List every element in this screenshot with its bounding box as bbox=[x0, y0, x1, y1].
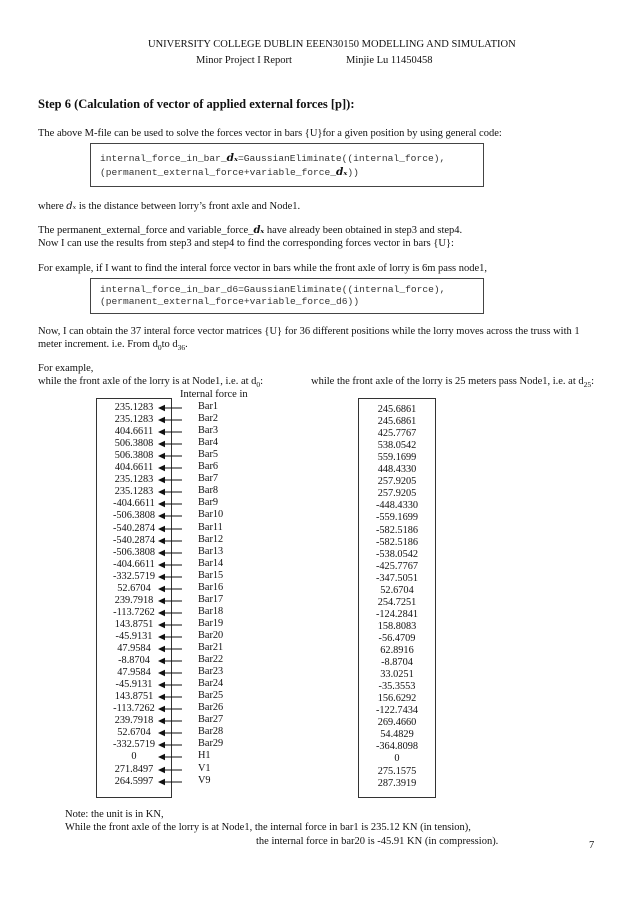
vector-value: -113.7262 bbox=[113, 606, 155, 618]
subscript: 25 bbox=[583, 380, 592, 390]
variable-dx: dₓ bbox=[226, 152, 238, 164]
bar-label: Bar19 bbox=[198, 617, 224, 629]
para-increment bbox=[38, 338, 188, 354]
vector-value: 559.1699 bbox=[377, 452, 417, 464]
arrow-left-icon bbox=[158, 525, 182, 533]
vector-value: -45.9131 bbox=[115, 679, 153, 691]
bar-label: Bar13 bbox=[198, 545, 224, 557]
arrow-left-icon bbox=[158, 778, 182, 786]
header-report-title: Minor Project I Report bbox=[196, 55, 292, 66]
vector-value: -124.2841 bbox=[375, 608, 419, 620]
bar-label: Bar2 bbox=[198, 413, 219, 425]
where-text bbox=[38, 200, 300, 213]
arrow-left-icon bbox=[158, 657, 182, 665]
bar-label: Bar7 bbox=[198, 473, 219, 485]
vector-value: 257.9205 bbox=[377, 488, 417, 500]
vector-value: 0 bbox=[394, 753, 400, 765]
vector-value: 425.7767 bbox=[377, 428, 417, 440]
variable-dx: dₓ bbox=[66, 201, 77, 212]
vector-value: -540.2874 bbox=[112, 522, 156, 534]
arrow-left-icon bbox=[158, 573, 182, 581]
arrow-left-icon bbox=[158, 741, 182, 749]
vector-value: 235.1283 bbox=[114, 402, 154, 413]
code-line: (permanent_external_force+variable_force_d6)) bbox=[100, 296, 360, 307]
vector-value: 254.7251 bbox=[377, 596, 417, 608]
arrow-left-icon bbox=[158, 633, 182, 641]
header-institution: UNIVERSITY COLLEGE DUBLIN EEEN30150 MODELLING AND SIMULATION bbox=[148, 39, 516, 50]
arrow-left-icon bbox=[158, 729, 182, 737]
vector-value: 143.8751 bbox=[114, 691, 154, 703]
vector-value: 47.9584 bbox=[117, 667, 151, 679]
intro-text: The above M-file can be used to solve the forces vector in bars {U}for a given position by using general code: bbox=[38, 128, 502, 139]
vector-value: -8.8704 bbox=[118, 655, 150, 667]
variable-dx: dₓ bbox=[336, 166, 348, 178]
bar-label: Bar22 bbox=[198, 654, 224, 666]
note-bar1: While the front axle of the lorry is at Node1, the internal force in bar1 is 235.12 KN (in tension), bbox=[65, 822, 471, 833]
vector-value: -404.6611 bbox=[113, 558, 155, 570]
arrow-left-icon bbox=[158, 766, 182, 774]
bar-label: Bar23 bbox=[198, 666, 224, 678]
bar-label: Bar25 bbox=[198, 690, 224, 702]
vector-value: -332.5719 bbox=[112, 739, 156, 751]
subscript: 0 bbox=[157, 343, 162, 353]
bar-label: Bar29 bbox=[198, 738, 224, 750]
arrow-left-icon bbox=[158, 428, 182, 436]
vector-value: -35.3553 bbox=[378, 681, 416, 693]
vector-value: 143.8751 bbox=[114, 618, 154, 630]
vector-value: -56.4709 bbox=[378, 632, 416, 644]
bar-label: Bar4 bbox=[198, 437, 219, 449]
bar-label: Bar8 bbox=[198, 485, 219, 497]
arrow-left-icon bbox=[158, 597, 182, 605]
arrow-left-icon bbox=[158, 512, 182, 520]
vector-value: 52.6704 bbox=[380, 584, 414, 596]
note-bar20: the internal force in bar20 is -45.91 KN (in compression). bbox=[256, 836, 499, 847]
arrow-left-icon bbox=[158, 693, 182, 701]
arrow-left-icon bbox=[158, 561, 182, 569]
subscript: 36 bbox=[177, 343, 186, 353]
vector-value: 506.3808 bbox=[114, 438, 154, 450]
arrow-left-icon bbox=[158, 404, 182, 412]
vector-value: 506.3808 bbox=[114, 450, 154, 462]
vector-value: -506.3808 bbox=[112, 510, 156, 522]
vector-value: -332.5719 bbox=[112, 570, 156, 582]
text: The permanent_external_force and variable_force_ bbox=[38, 225, 254, 236]
vector-value: -582.5186 bbox=[375, 536, 419, 548]
code-line bbox=[100, 152, 445, 164]
arrow-left-icon bbox=[158, 585, 182, 593]
bar-label: Bar16 bbox=[198, 581, 224, 593]
vector-value: 33.0251 bbox=[380, 669, 414, 681]
arrow-left-icon bbox=[158, 705, 182, 713]
bar-label: Bar5 bbox=[198, 449, 219, 461]
text: meter increment. i.e. From d bbox=[38, 339, 158, 350]
vector-value: 538.0542 bbox=[377, 440, 417, 452]
vector-d25 bbox=[358, 398, 436, 798]
vector-value: 239.7918 bbox=[114, 594, 154, 606]
caption-right bbox=[311, 375, 594, 391]
code-text: )) bbox=[347, 167, 359, 178]
vector-value: 0 bbox=[131, 751, 137, 763]
arrow-left-icon bbox=[158, 452, 182, 460]
code-line bbox=[100, 166, 359, 178]
vector-value: -8.8704 bbox=[381, 657, 413, 669]
header-author: Minjie Lu 11450458 bbox=[346, 55, 433, 66]
vector-value: -364.8098 bbox=[375, 741, 419, 753]
arrow-left-icon bbox=[158, 416, 182, 424]
vector-value: 264.5997 bbox=[114, 775, 154, 787]
text: : bbox=[260, 376, 264, 387]
arrow-left-icon bbox=[158, 549, 182, 557]
code-text: (permanent_external_force+variable_force_ bbox=[100, 167, 337, 178]
vector-value: 271.8497 bbox=[114, 763, 154, 775]
bar-label: Bar14 bbox=[198, 557, 224, 569]
vector-value: -538.0542 bbox=[375, 548, 419, 560]
vector-value: 235.1283 bbox=[114, 474, 154, 486]
arrow-left-icon bbox=[158, 488, 182, 496]
vector-value: 239.7918 bbox=[114, 715, 154, 727]
bar-label: Bar6 bbox=[198, 461, 219, 473]
text: : bbox=[591, 376, 595, 387]
vector-value: 156.6292 bbox=[377, 693, 417, 705]
vector-value: 257.9205 bbox=[377, 476, 417, 488]
code-block-d6 bbox=[90, 278, 484, 314]
arrow-left-icon bbox=[158, 476, 182, 484]
vector-value: 235.1283 bbox=[114, 486, 154, 498]
vector-value: 287.3919 bbox=[377, 777, 417, 789]
code-line: internal_force_in_bar_d6=GaussianEliminate((internal_force), bbox=[100, 284, 446, 295]
text: to d bbox=[161, 339, 178, 350]
text: while the front axle of the lorry is 25 meters pass Node1, i.e. at d bbox=[311, 376, 584, 387]
arrow-left-icon bbox=[158, 440, 182, 448]
bar-label: V1 bbox=[198, 762, 211, 774]
vector-value: -506.3808 bbox=[112, 546, 156, 558]
bar-label: Bar9 bbox=[198, 497, 219, 509]
example-text: For example, if I want to find the interal force vector in bars while the front axle of lorry is 6m pass node1, bbox=[38, 263, 488, 274]
vector-value: 404.6611 bbox=[114, 426, 154, 438]
bar-label: Bar3 bbox=[198, 425, 219, 437]
arrow-left-icon bbox=[158, 645, 182, 653]
arrow-left-icon bbox=[158, 717, 182, 725]
subscript: 0 bbox=[256, 380, 261, 390]
column-title: Internal force in bbox=[180, 389, 248, 398]
bar-label: Bar24 bbox=[198, 678, 224, 690]
vector-value: -113.7262 bbox=[113, 703, 155, 715]
vector-value: 245.6861 bbox=[377, 416, 417, 428]
bar-label: Bar27 bbox=[198, 714, 224, 726]
bar-label: Bar1 bbox=[198, 401, 219, 412]
text: have already been obtained in step3 and step4. bbox=[264, 225, 463, 236]
code-text: =GaussianEliminate((internal_force), bbox=[237, 153, 446, 164]
bar-label: Bar26 bbox=[198, 702, 224, 714]
bar-label: Bar17 bbox=[198, 593, 224, 605]
arrow-left-icon bbox=[158, 537, 182, 545]
arrow-left-icon bbox=[158, 681, 182, 689]
vector-value: 52.6704 bbox=[117, 727, 151, 739]
vector-value: -347.5051 bbox=[375, 572, 419, 584]
vector-value: -582.5186 bbox=[375, 524, 419, 536]
step-title: Step 6 (Calculation of vector of applied external forces [p]): bbox=[38, 97, 355, 111]
text: where bbox=[38, 201, 67, 212]
for-example-text: For example, bbox=[38, 363, 94, 374]
vector-value: -45.9131 bbox=[115, 630, 153, 642]
vector-value: 269.4660 bbox=[377, 717, 417, 729]
vector-value: 235.1283 bbox=[114, 414, 154, 426]
bar-label: Bar12 bbox=[198, 533, 224, 545]
vector-value: -448.4330 bbox=[375, 500, 419, 512]
arrow-left-icon bbox=[158, 500, 182, 508]
vector-value: 404.6611 bbox=[114, 462, 154, 474]
bar-label: Bar20 bbox=[198, 629, 224, 641]
text: is the distance between lorry’s front axle and Node1. bbox=[76, 201, 301, 212]
vector-value: -404.6611 bbox=[113, 498, 155, 510]
arrow-left-icon bbox=[158, 621, 182, 629]
bar-label: Bar15 bbox=[198, 569, 224, 581]
vector-value: -559.1699 bbox=[375, 512, 419, 524]
code-text: internal_force_in_bar_ bbox=[100, 153, 227, 164]
bar-label: Bar21 bbox=[198, 642, 224, 653]
vector-value: 275.1575 bbox=[377, 765, 417, 777]
variable-dx: dₓ bbox=[253, 225, 265, 236]
para-use-results: Now I can use the results from step3 and step4 to find the corresponding forces vector in bars {U}: bbox=[38, 238, 454, 249]
vector-value: 158.8083 bbox=[377, 620, 417, 632]
code-block-general bbox=[90, 143, 484, 187]
vector-value: -540.2874 bbox=[112, 534, 156, 546]
arrow-left-icon bbox=[158, 609, 182, 617]
vector-value: 54.4829 bbox=[380, 729, 414, 741]
text: while the front axle of the lorry is at Node1, i.e. at d bbox=[38, 376, 257, 387]
page-number: 7 bbox=[589, 840, 595, 851]
vector-value: 448.4330 bbox=[377, 464, 417, 476]
note-unit: Note: the unit is in KN, bbox=[65, 809, 164, 820]
arrow-left-icon bbox=[158, 753, 182, 761]
bar-label: Bar28 bbox=[198, 726, 224, 738]
bar-label: Bar11 bbox=[198, 521, 223, 533]
vector-value: 245.6861 bbox=[377, 404, 417, 415]
bar-label: Bar18 bbox=[198, 605, 224, 617]
vector-value: 62.8916 bbox=[380, 645, 414, 656]
para-37-matrices: Now, I can obtain the 37 interal force vector matrices {U} for 36 different positions while the lorry moves across the truss with 1 bbox=[38, 326, 580, 337]
bar-label: V9 bbox=[198, 774, 211, 786]
para-permanent-force bbox=[38, 224, 462, 237]
bar-label: H1 bbox=[198, 750, 211, 762]
vector-value: -425.7767 bbox=[375, 560, 419, 572]
arrow-left-icon bbox=[158, 669, 182, 677]
vector-value: 47.9584 bbox=[117, 643, 151, 654]
text: . bbox=[185, 339, 188, 350]
arrow-left-icon bbox=[158, 464, 182, 472]
vector-value: -122.7434 bbox=[375, 705, 419, 717]
vector-value: 52.6704 bbox=[117, 582, 151, 594]
bar-label: Bar10 bbox=[198, 509, 224, 521]
